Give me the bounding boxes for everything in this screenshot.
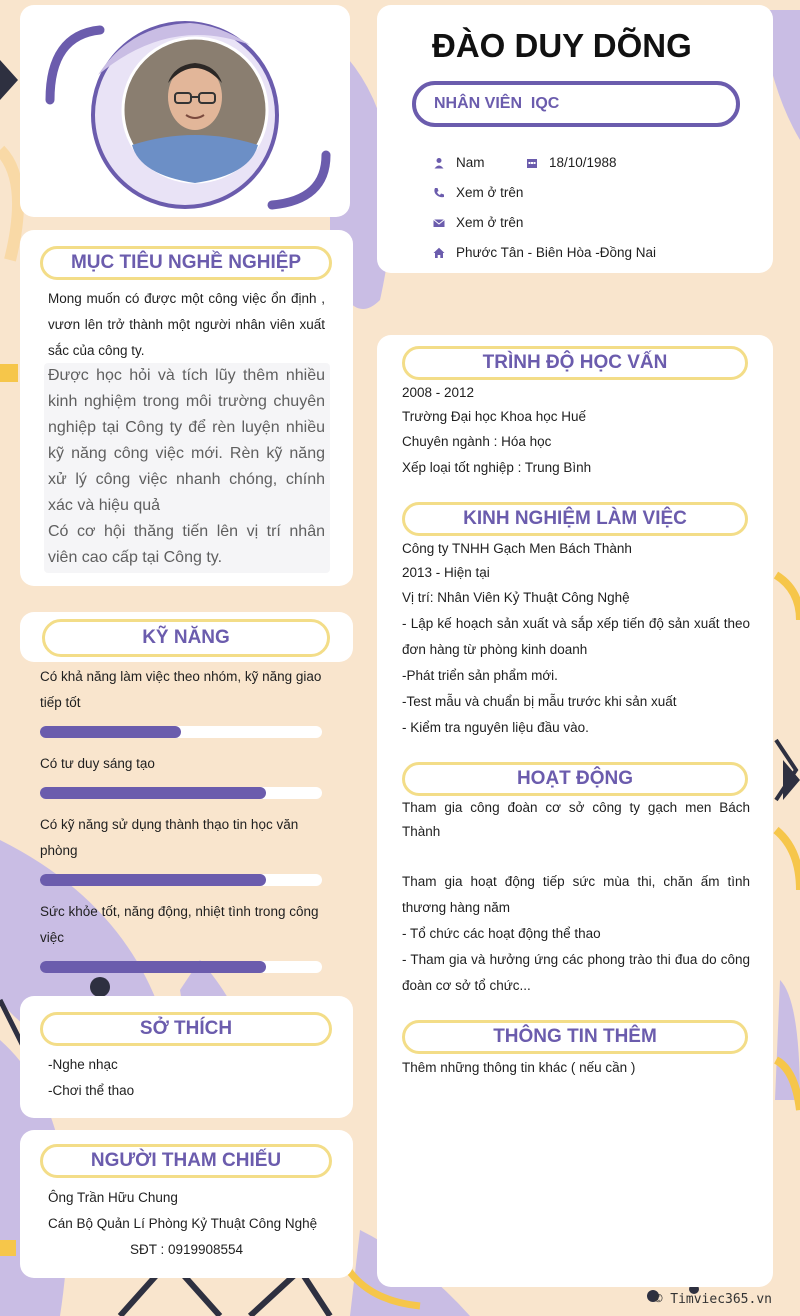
- reference-role: Cán Bộ Quản Lí Phòng Kỷ Thuật Công Nghệ: [48, 1216, 318, 1231]
- skill-bar-fill: [40, 726, 181, 738]
- education-years: 2008 - 2012: [402, 385, 475, 400]
- skill-label: Có kỹ năng sử dụng thành thạo tin học văn phòng: [40, 817, 299, 858]
- calendar-icon: [525, 156, 539, 170]
- objective-heading: MỤC TIÊU NGHỀ NGHIỆP: [40, 246, 332, 280]
- education-heading: TRÌNH ĐỘ HỌC VẤN: [402, 346, 748, 380]
- hobbies-card: [20, 996, 353, 1118]
- skill-bar: [40, 787, 322, 799]
- education-major: Chuyên ngành : Hóa học: [402, 434, 552, 449]
- home-icon: [432, 246, 446, 260]
- birthday-row: [525, 155, 617, 170]
- watermark: © Timviec365.vn: [654, 1292, 772, 1307]
- reference-phone: SĐT : 0919908554: [129, 1242, 244, 1257]
- birthday-value: 18/10/1988: [549, 155, 617, 170]
- skill-label: Sức khỏe tốt, năng động, nhiệt tình trong công việc: [40, 904, 319, 945]
- skill-bar: [40, 726, 322, 738]
- experience-company: Công ty TNHH Gạch Men Bách Thành: [402, 541, 632, 556]
- gender-value: Nam: [456, 155, 485, 170]
- activities-heading: HOẠT ĐỘNG: [402, 762, 748, 796]
- experience-duty: - Kiểm tra nguyên liệu đầu vào.: [402, 720, 589, 735]
- candidate-name: ĐÀO DUY DÕNG: [432, 27, 692, 64]
- additional-heading: THÔNG TIN THÊM: [402, 1020, 748, 1054]
- experience-duty: -Phát triển sản phẩm mới.: [402, 668, 558, 683]
- skill-bar-fill: [40, 961, 266, 973]
- skill-bar-fill: [40, 787, 266, 799]
- mail-icon: [432, 216, 446, 230]
- main-content-card: [377, 335, 773, 1287]
- email-value: Xem ở trên: [456, 215, 524, 230]
- skill-bar-fill: [40, 874, 266, 886]
- gender-row: [432, 155, 485, 170]
- phone-value: Xem ở trên: [456, 185, 524, 200]
- photo-card: [20, 5, 350, 217]
- experience-duty: - Lập kế hoạch sản xuất và sắp xếp tiến độ sản xuất theo đơn hàng từ phòng kinh doanh: [402, 616, 750, 657]
- phone-row: [432, 185, 523, 200]
- position-pill: [412, 81, 740, 127]
- objective-paragraph-2: Được học hỏi và tích lũy thêm nhiều kinh nghiệm trong môi trường chuyên nghiệp tại Công ty để rèn luyện nhiều kỹ năng công việc mới. Rèn kỹ năng xử lý công việc nhanh chóng, chính xác và hiệu quả: [48, 367, 325, 514]
- skill-bar: [40, 874, 322, 886]
- activity-item: - Tổ chức các hoạt động thể thao: [402, 926, 601, 941]
- hobbies-heading: SỞ THÍCH: [40, 1012, 332, 1046]
- experience-duty: -Test mẫu và chuẩn bị mẫu trước khi sản xuất: [402, 694, 677, 709]
- skill-label: Có tư duy sáng tạo: [40, 756, 155, 771]
- objective-paragraph-3: Có cơ hội thăng tiến lên vị trí nhân viên cao cấp tại Công ty.: [48, 523, 325, 566]
- education-grade: Xếp loại tốt nghiệp : Trung Bình: [402, 460, 592, 475]
- skill-label: Có khả năng làm việc theo nhóm, kỹ năng giao tiếp tốt: [40, 669, 322, 710]
- experience-heading: KINH NGHIỆM LÀM VIỆC: [402, 502, 748, 536]
- position-title: NHÂN VIÊN IQC: [434, 95, 560, 112]
- references-heading: NGƯỜI THAM CHIẾU: [40, 1144, 332, 1178]
- references-card: [20, 1130, 353, 1278]
- skills-heading: KỸ NĂNG: [42, 619, 330, 657]
- person-icon: [432, 156, 446, 170]
- phone-icon: [432, 186, 446, 200]
- address-value: Phước Tân - Biên Hòa -Đồng Nai: [456, 245, 656, 260]
- activity-item: Tham gia công đoàn cơ sở công ty gạch men Bách Thành: [402, 800, 750, 839]
- skills-header-card: [20, 612, 353, 662]
- objective-card: [20, 230, 353, 586]
- hobby-item: -Chơi thể thao: [48, 1083, 135, 1098]
- activity-item: Tham gia hoạt động tiếp sức mùa thi, chăn ấm tình thương hàng năm: [402, 874, 750, 915]
- additional-text: Thêm những thông tin khác ( nếu cần ): [402, 1060, 636, 1075]
- experience-role: Vị trí: Nhân Viên Kỷ Thuật Công Nghệ: [402, 590, 630, 605]
- activity-item: - Tham gia và hưởng ứng các phong trào thi đua do công đoàn cơ sở tổ chức...: [402, 952, 750, 993]
- education-school: Trường Đại học Khoa học Huế: [402, 409, 586, 424]
- skill-bar: [40, 961, 322, 973]
- header-card: [377, 5, 773, 273]
- avatar: [20, 5, 350, 217]
- objective-paragraph-1: Mong muốn có được một công việc ổn định , vươn lên trở thành một người nhân viên xuất sắc của công ty.: [48, 291, 325, 358]
- email-row: [432, 215, 523, 230]
- hobby-item: -Nghe nhạc: [48, 1057, 118, 1072]
- experience-period: 2013 - Hiện tại: [402, 565, 490, 580]
- address-row: [432, 245, 656, 260]
- reference-name: Ông Trần Hữu Chung: [48, 1190, 178, 1205]
